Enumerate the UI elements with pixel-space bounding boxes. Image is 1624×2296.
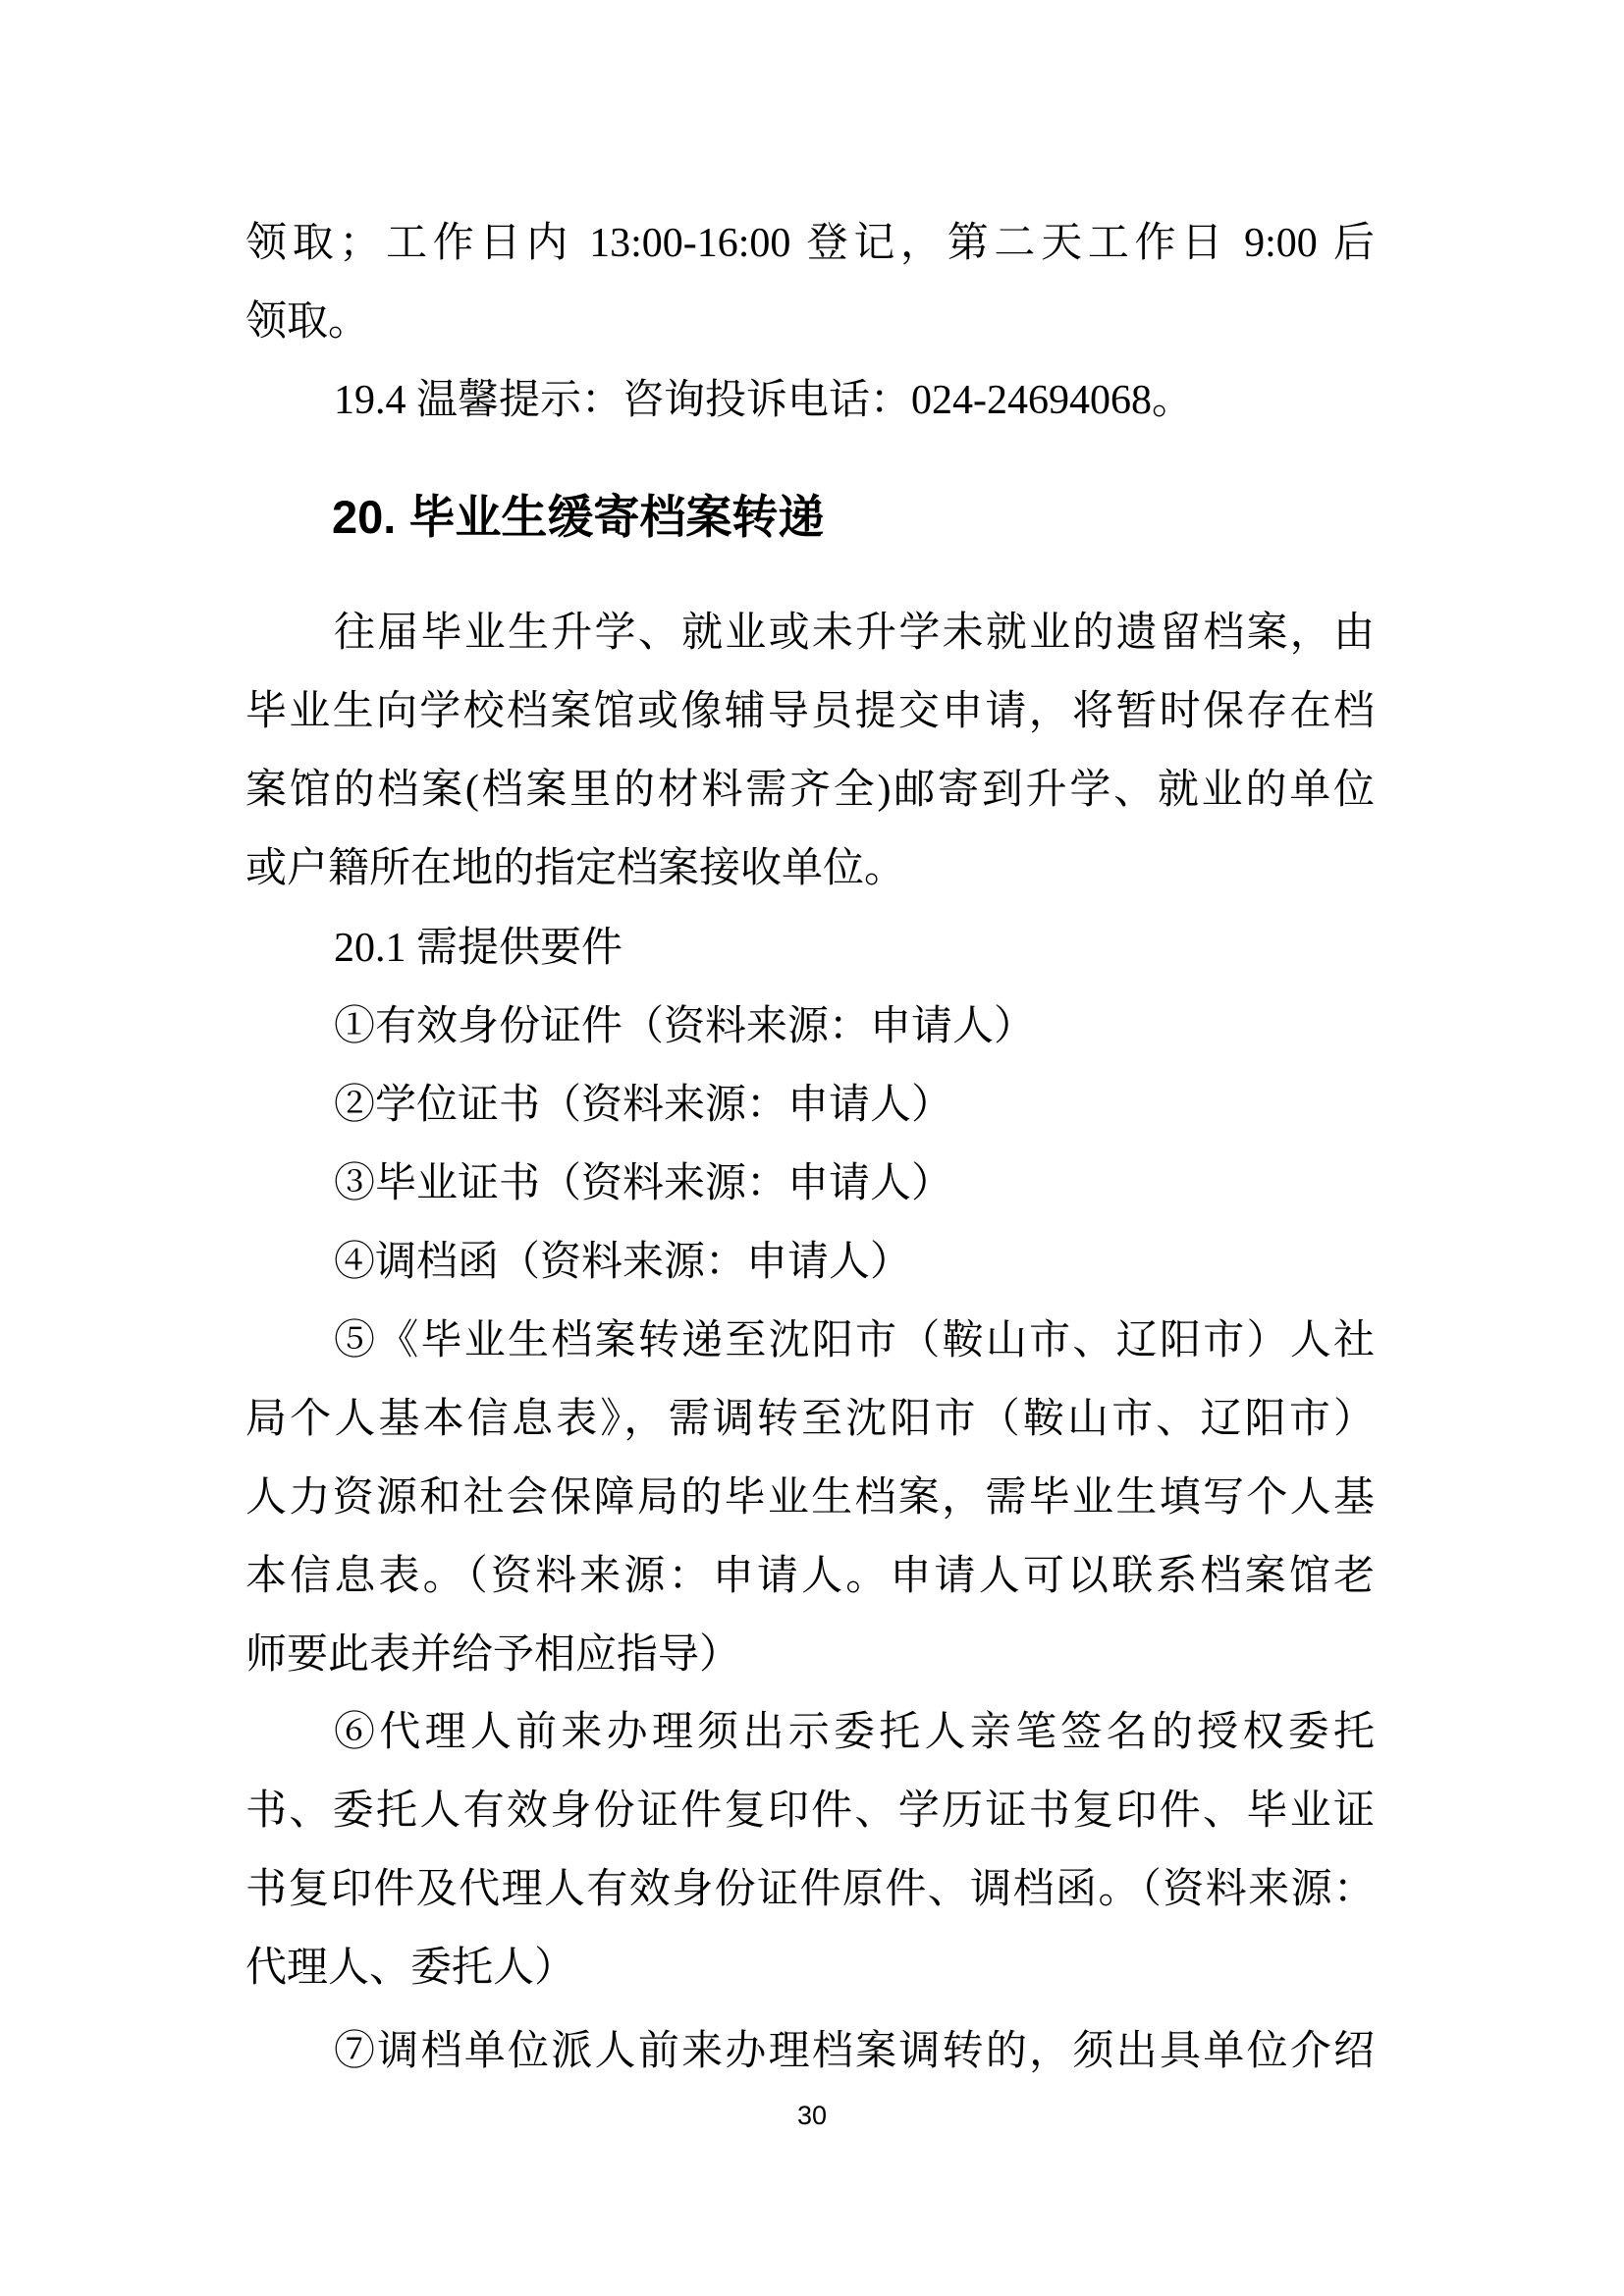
item-3-line: ③毕业证书（资料来源：申请人） bbox=[334, 1161, 953, 1206]
item-7-line: ⑦调档单位派人前来办理档案调转的，须出具单位介绍 bbox=[334, 2029, 1375, 2074]
paragraph-19-line: 领取；工作日内 13:00-16:00 登记，第二天工作日 9:00 后 bbox=[245, 221, 1375, 266]
section-20-heading: 20. 毕业生缓寄档案转递 bbox=[332, 491, 825, 543]
subsection-20-1-block bbox=[245, 909, 1375, 1302]
item-6-line: 代理人、委托人） bbox=[245, 1946, 576, 1991]
item-6-line: 书、委托人有效身份证件复印件、学历证书复印件、毕业证 bbox=[245, 1789, 1375, 1834]
item-4-line: ④调档函（资料来源：申请人） bbox=[334, 1240, 912, 1285]
item-5-line: 人力资源和社会保障局的毕业生档案，需毕业生填写个人基 bbox=[245, 1475, 1375, 1521]
section-20-intro-block bbox=[245, 594, 1375, 908]
tip-19-4-line: 19.4 温馨提示：咨询投诉电话：024-24694068。 bbox=[334, 378, 1193, 423]
item-6-block bbox=[245, 1693, 1375, 2007]
item-7-block bbox=[245, 2012, 1375, 2091]
intro-line: 案馆的档案(档案里的材料需齐全)邮寄到升学、就业的单位 bbox=[245, 768, 1375, 813]
page-number: 30 bbox=[796, 2101, 828, 2130]
item-6-line: ⑥代理人前来办理须出示委托人亲笔签名的授权委托 bbox=[334, 1710, 1375, 1755]
item-5-line: 局个人基本信息表》，需调转至沈阳市（鞍山市、辽阳市） bbox=[245, 1397, 1375, 1442]
item-5-block bbox=[245, 1302, 1375, 1694]
item-6-line: 书复印件及代理人有效身份证件原件、调档函。（资料来源： bbox=[245, 1867, 1375, 1912]
section-19-block bbox=[245, 204, 1375, 440]
item-5-line: 本信息表。（资料来源：申请人。申请人可以联系档案馆老 bbox=[245, 1554, 1375, 1599]
paragraph-19-line: 领取。 bbox=[245, 299, 370, 345]
section-20-heading-block bbox=[245, 478, 1375, 557]
subsection-20-1-heading: 20.1 需提供要件 bbox=[334, 926, 623, 971]
item-1-line: ①有效身份证件（资料来源：申请人） bbox=[334, 1004, 1036, 1049]
intro-line: 或户籍所在地的指定档案接收单位。 bbox=[245, 846, 906, 891]
intro-line: 往届毕业生升学、就业或未升学未就业的遗留档案，由 bbox=[334, 611, 1375, 656]
item-5-line: ⑤《毕业生档案转递至沈阳市（鞍山市、辽阳市）人社 bbox=[334, 1318, 1375, 1363]
item-5-line: 师要此表并给予相应指导） bbox=[245, 1632, 741, 1678]
intro-line: 毕业生向学校档案馆或像辅导员提交申请，将暂时保存在档 bbox=[245, 689, 1375, 734]
item-2-line: ②学位证书（资料来源：申请人） bbox=[334, 1083, 953, 1128]
